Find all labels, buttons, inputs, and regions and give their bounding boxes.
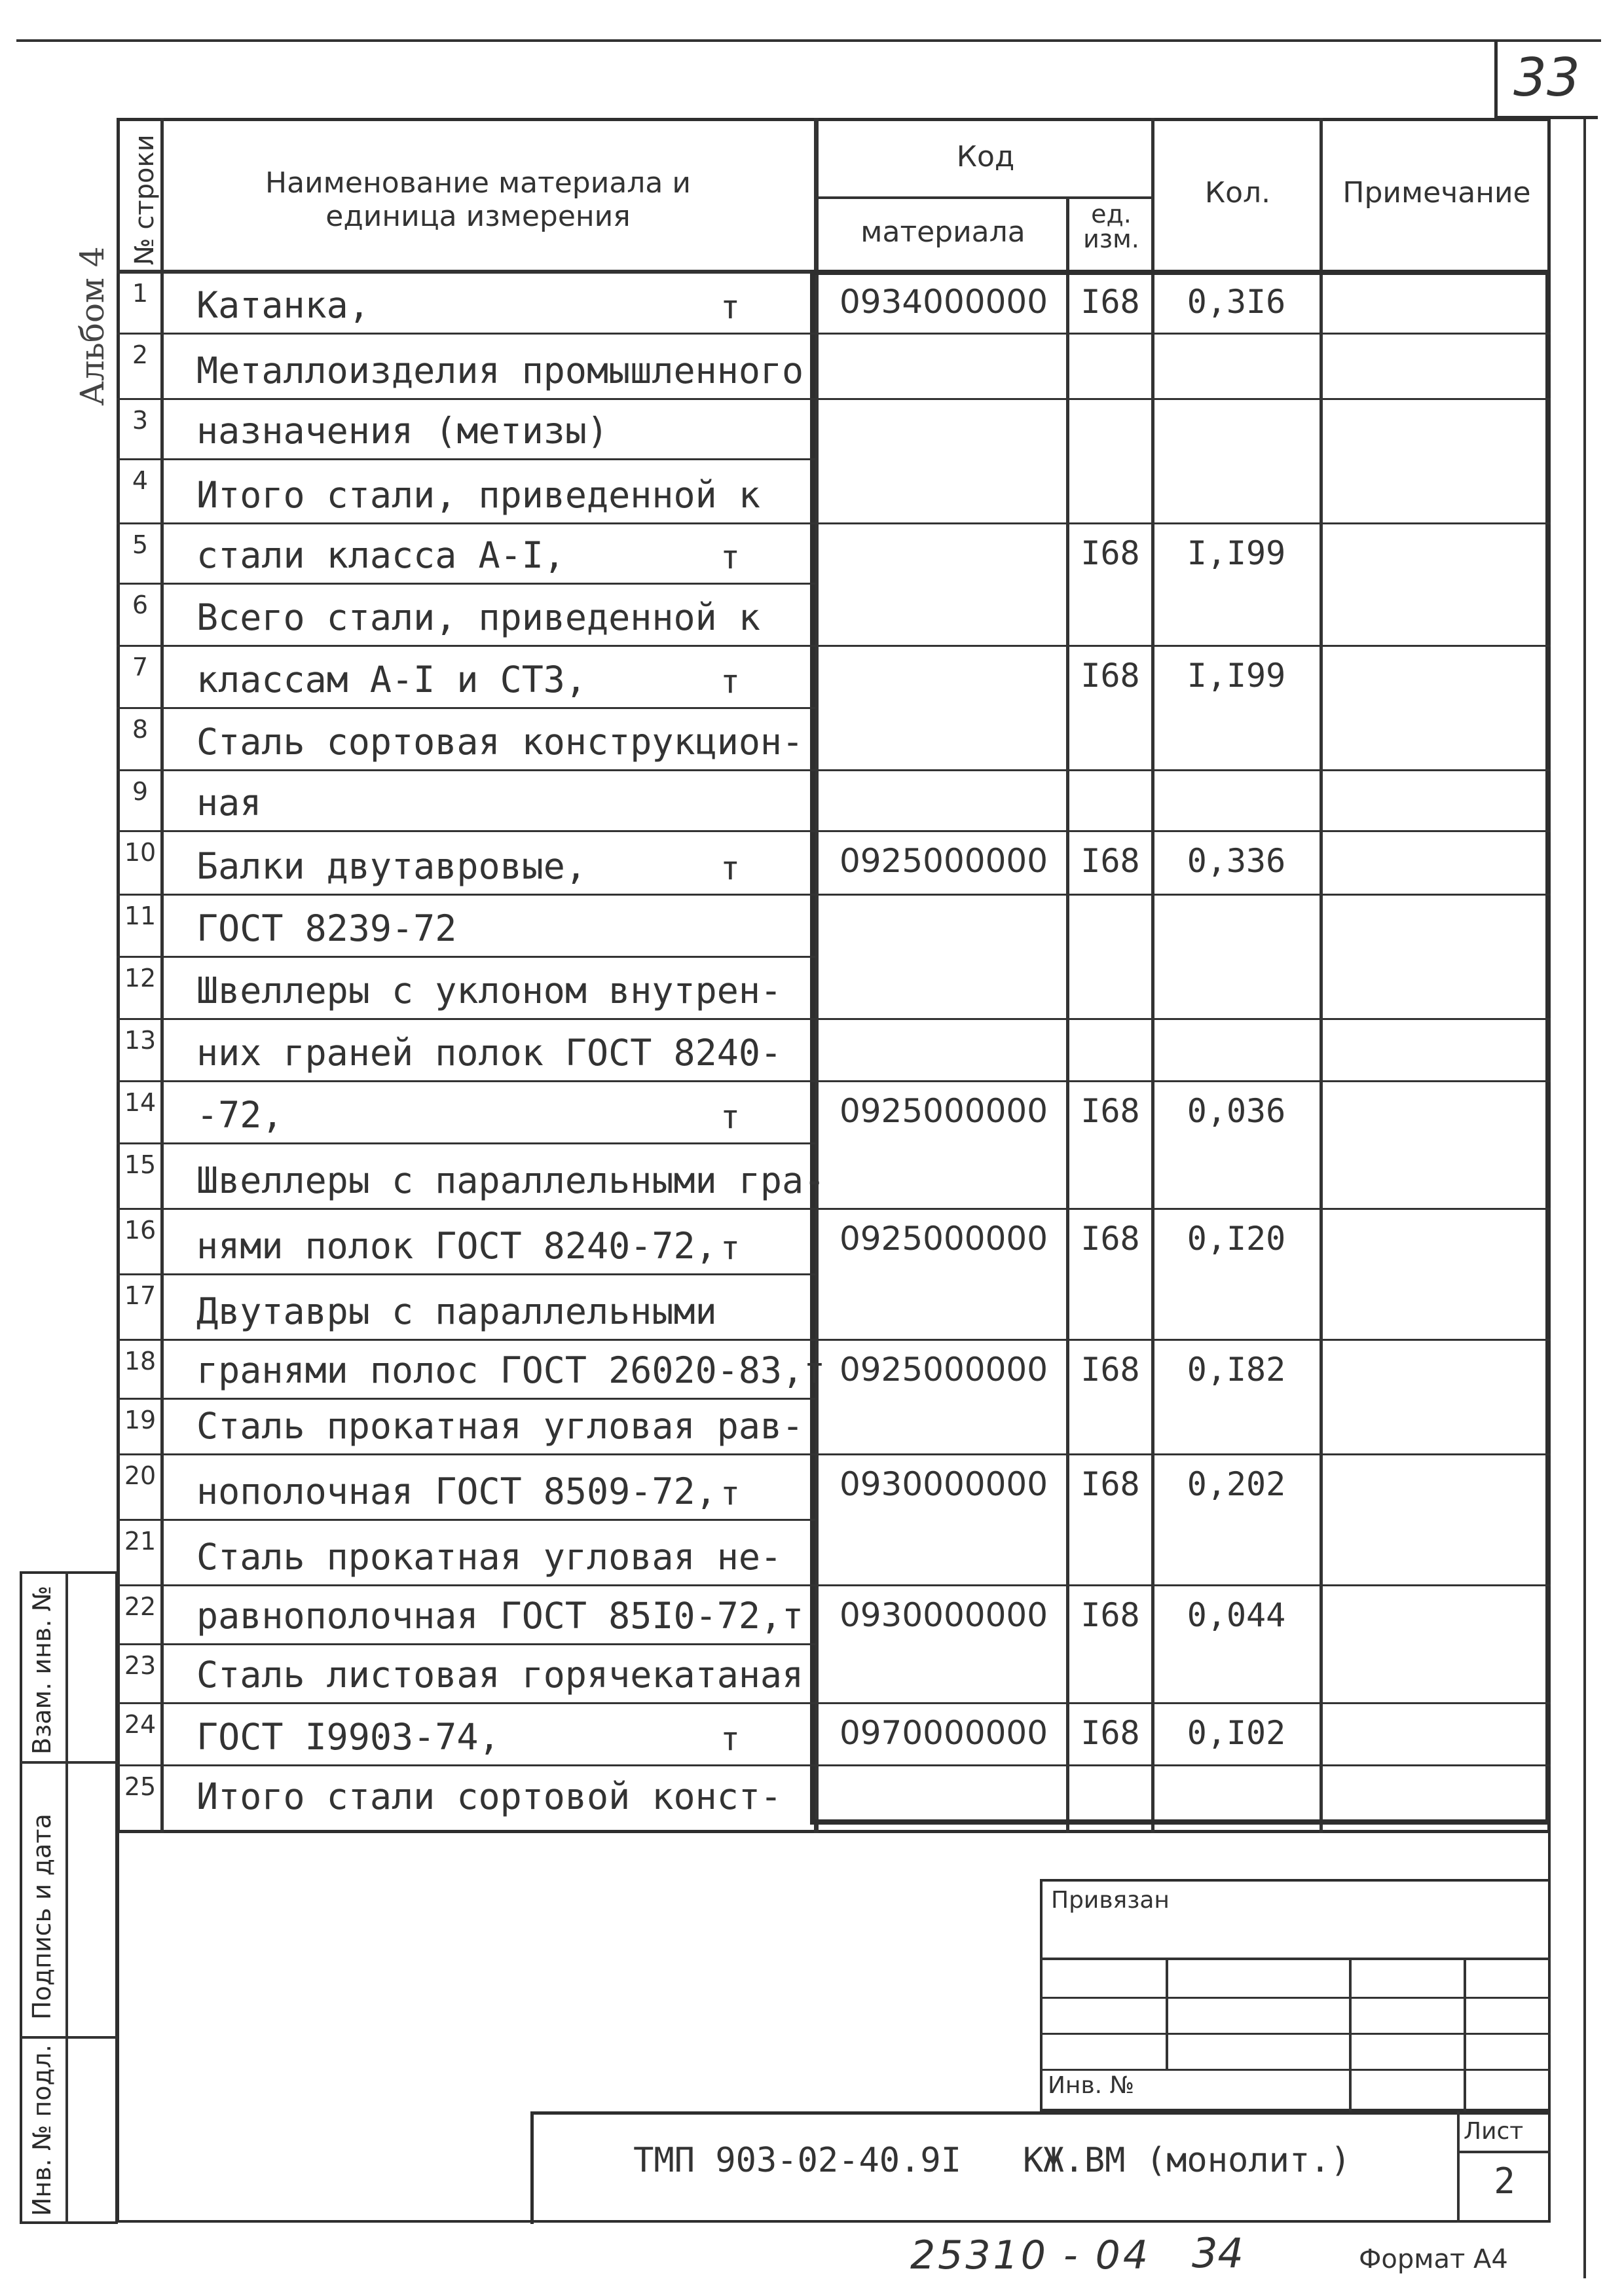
row-qty: 0,036 [1187,1092,1286,1130]
row-qty: I,I99 [1187,657,1286,695]
row-number: 11 [124,902,157,930]
stamp-grid-vline [1349,1958,1352,2111]
row-unit: т [720,1098,741,1136]
inv-no-label: Инв. № [1048,2072,1135,2099]
row-ed: I68 [1080,1596,1140,1634]
sheet-divider [1457,2111,1460,2223]
margin-podpis: Подпись и дата [28,1813,56,2020]
row-name: нями полок ГОСТ 8240-72, [196,1225,717,1267]
row-number: 2 [132,340,149,369]
row-ed: I68 [1080,842,1140,880]
row-name: Итого стали сортовой конст- [196,1776,783,1817]
row-name: Сталь листовая горячекатаная [196,1654,804,1696]
row-code: 0930000000 [839,1465,1048,1503]
row-name: назначения (метизы) [196,410,609,452]
doc-code: ТМП 903-02-40.9I КЖ.ВМ (монолит.) [633,2141,1351,2180]
row-sep [117,1702,1551,1704]
row-sep [117,1080,1551,1082]
row-code: 0925000000 [839,1220,1048,1258]
row-name: Сталь сортовая конструкцион- [196,721,804,763]
row-name: них граней полок ГОСТ 8240- [196,1032,783,1074]
row-code: 0925000000 [839,842,1048,880]
row-number: 10 [124,838,157,867]
handwritten-page: 34 [1192,2229,1244,2277]
row-ed: I68 [1080,657,1140,695]
row-number: 24 [124,1710,157,1739]
row-ed: I68 [1080,1092,1140,1130]
row-name: Катанка, [196,284,370,326]
row-number: 6 [132,591,149,619]
row-code: 0925000000 [839,1351,1048,1389]
row-unit: т [720,1229,741,1267]
row-qty: 0,3I6 [1187,283,1286,321]
row-qty: 0,I20 [1187,1220,1286,1258]
row-sep [117,894,1551,896]
row-name: гранями полос ГОСТ 26020-83,т [196,1349,826,1391]
row-code: 0930000000 [839,1596,1048,1634]
row-name: Швеллеры с уклоном внутрен- [196,970,783,1011]
row-name: Балки двутавровые, [196,845,587,887]
row-name: Сталь прокатная угловая не- [196,1536,783,1578]
row-number: 12 [124,964,157,993]
row-qty: 0,202 [1187,1465,1286,1503]
row-ed: I68 [1080,283,1140,321]
row-name: Итого стали, приведенной к [196,474,760,516]
row-code: 0970000000 [839,1714,1048,1752]
row-number: 25 [124,1772,157,1801]
row-sep [117,645,1551,647]
stamp-grid-line [1040,1958,1551,1960]
stamp-grid-vline [1464,1958,1466,2111]
row-number: 8 [132,715,149,744]
row-number: 16 [124,1216,157,1245]
row-name: равнополочная ГОСТ 85I0-72,т [196,1595,804,1637]
row-ed: I68 [1080,534,1140,572]
page-number: 33 [1513,47,1580,108]
row-name: Двутавры с параллельными [196,1290,717,1332]
row-name: ная [196,782,262,824]
row-sep [117,1339,1551,1341]
row-sep [117,830,1551,832]
row-number: 13 [124,1026,157,1055]
row-qty: 0,044 [1187,1596,1286,1634]
row-number: 7 [132,653,149,682]
row-sep [117,583,817,585]
margin-inv-podl: Инв. № подл. [28,2044,56,2216]
header-code-unit: ед. изм. [1083,200,1139,253]
row-unit: т [720,1474,741,1512]
privyazan-label: Привязан [1051,1887,1170,1914]
row-number: 1 [132,279,149,308]
row-sep [117,1643,817,1645]
row-code: 0925000000 [839,1092,1048,1130]
handwritten-number: 25310 - 04 [910,2232,1151,2278]
row-name: классам А-I и СТ3, [196,659,587,701]
stamp-grid-line [1040,2033,1551,2035]
row-name: Швеллеры с параллельными гра- [196,1159,826,1201]
row-number: 17 [124,1281,157,1310]
row-number: 14 [124,1088,157,1117]
margin-line [20,1761,118,1764]
row-sep [117,1519,817,1521]
stamp-grid-line [1040,2069,1551,2071]
header-code-material: материала [860,215,1025,249]
row-number: 15 [124,1150,157,1179]
stamp-grid-vline [1166,1958,1168,2069]
row-number: 19 [124,1406,157,1434]
header-code: Код [956,140,1015,173]
album-label: Альбом 4 [73,246,111,406]
row-qty: 0,I82 [1187,1351,1286,1389]
row-ed: I68 [1080,1465,1140,1503]
row-unit: т [720,849,741,887]
row-sep [117,522,1551,524]
row-name: стали класса А-I, [196,534,565,576]
row-name: ГОСТ I9903-74, [196,1716,500,1758]
margin-vline [65,1571,68,2224]
row-sep [117,1208,1551,1210]
row-sep [117,769,1551,771]
top-rule [16,39,1601,42]
page-number-box [1494,41,1598,119]
row-number: 18 [124,1347,157,1376]
sheet-label: Лист [1464,2118,1524,2145]
row-unit: т [720,1720,741,1758]
row-name: ГОСТ 8239-72 [196,907,457,949]
data-frame [810,270,1551,1825]
row-unit: т [720,663,741,701]
row-number: 3 [132,406,149,435]
row-name: Металлоизделия промышленного [196,350,804,392]
row-name: нополочная ГОСТ 8509-72, [196,1470,717,1512]
row-sep [117,1142,817,1144]
header-name: Наименование материала и единица измерения [265,166,691,233]
sheet-label-line [1457,2151,1551,2153]
row-unit: т [720,538,741,576]
row-name: -72, [196,1094,284,1136]
margin-vzam: Взам. инв. № [28,1585,56,1755]
row-ed: I68 [1080,1714,1140,1752]
code-subheader-line [814,196,1154,199]
row-number: 20 [124,1461,157,1490]
row-ed: I68 [1080,1351,1140,1389]
row-number: 4 [132,466,149,495]
sheet-value: 2 [1494,2160,1515,2202]
row-name: Сталь прокатная угловая рав- [196,1405,804,1447]
row-unit: т [720,288,741,326]
row-sep [117,1273,817,1275]
format-label: Формат А4 [1359,2244,1508,2274]
row-qty: 0,336 [1187,842,1286,880]
margin-line [20,2036,118,2039]
row-number: 23 [124,1651,157,1680]
row-sep [117,1398,817,1400]
row-sep [117,1764,1551,1766]
header-qty: Кол. [1204,176,1271,210]
row-number: 22 [124,1592,157,1621]
row-qty: I,I99 [1187,534,1286,572]
row-sep [117,458,817,460]
row-code: 0934000000 [839,283,1048,321]
row-sep [117,1584,1551,1586]
right-rule [1583,118,1586,2278]
row-sep [117,956,817,958]
row-qty: 0,I02 [1187,1714,1286,1752]
header-note: Примечание [1342,176,1531,210]
row-sep [117,1453,1551,1455]
row-sep [117,1018,1551,1020]
row-ed: I68 [1080,1220,1140,1258]
row-sep [117,333,1551,335]
stamp-grid-line [1040,1997,1551,1999]
row-number: 21 [124,1527,157,1556]
row-number: 9 [132,777,149,806]
row-sep [117,707,817,709]
row-name: Всего стали, приведенной к [196,596,760,638]
row-sep [117,398,1551,400]
header-row-num: № строки [130,134,160,265]
row-number: 5 [132,530,149,559]
